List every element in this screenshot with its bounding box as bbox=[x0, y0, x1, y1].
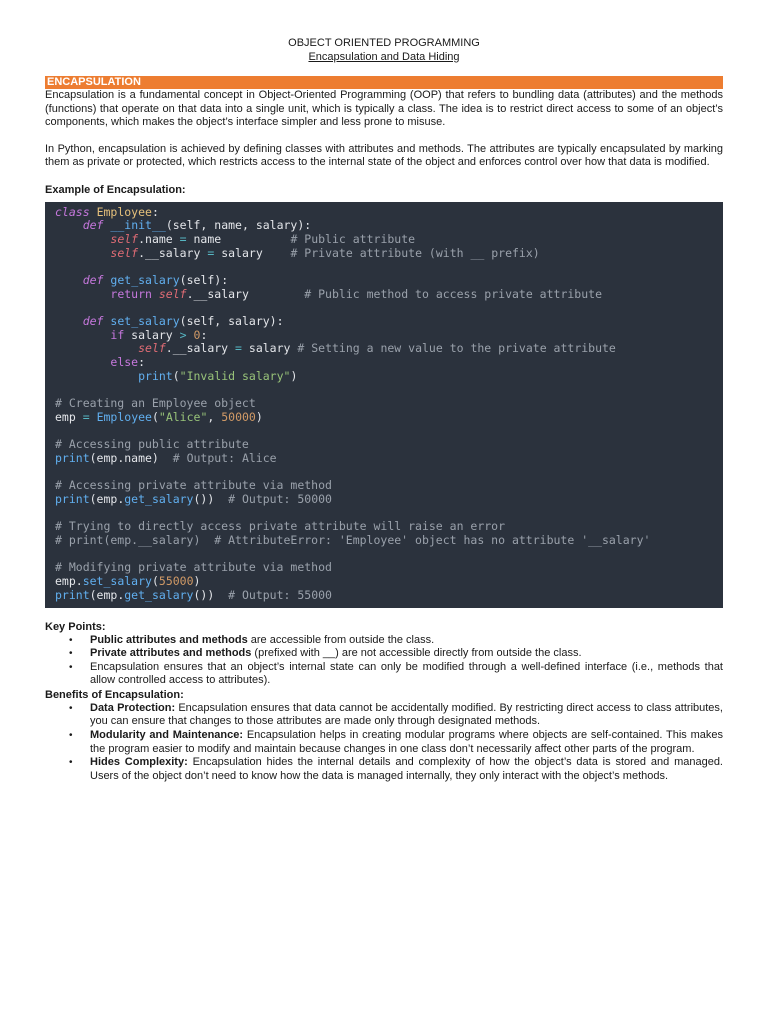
code-line: def set_salary(self, salary): bbox=[82, 314, 284, 328]
code-line: return self.__salary # Public method to access private attribute bbox=[110, 286, 602, 301]
item-text: (prefixed with __) are not accessible directly from outside the class. bbox=[251, 647, 582, 660]
benefits-label: Benefits of Encapsulation: bbox=[45, 688, 184, 701]
list-item bbox=[45, 661, 723, 688]
bullet-icon: • bbox=[69, 661, 73, 673]
code-line: # Creating an Employee object bbox=[55, 396, 256, 411]
code-line: # Trying to directly access private attribute will raise an error bbox=[55, 519, 506, 534]
bullet-icon: • bbox=[69, 757, 73, 769]
item-bold: Public attributes and methods bbox=[90, 633, 248, 646]
code-line bbox=[55, 301, 713, 315]
code-line: def get_salary(self): bbox=[82, 272, 229, 287]
code-line: self.__salary = salary # Setting a new value to the private attribute bbox=[138, 341, 616, 356]
list-item bbox=[45, 729, 723, 756]
benefits-list bbox=[45, 702, 723, 784]
list-item bbox=[45, 634, 723, 648]
code-block bbox=[45, 202, 723, 608]
section-heading: ENCAPSULATION bbox=[45, 76, 723, 89]
code-line bbox=[55, 425, 713, 439]
item-text: are accessible from outside the class. bbox=[247, 633, 435, 646]
document-title: OBJECT ORIENTED PROGRAMMING bbox=[288, 37, 480, 49]
bullet-icon: • bbox=[69, 648, 73, 660]
code-line bbox=[55, 548, 713, 562]
document-page bbox=[45, 36, 723, 783]
key-points-list bbox=[45, 634, 723, 688]
list-item bbox=[45, 756, 723, 783]
code-line: print(emp.get_salary()) # Output: 55000 bbox=[55, 587, 332, 602]
bullet-icon: • bbox=[69, 702, 73, 714]
item-bold: Modularity and Maintenance: bbox=[90, 729, 244, 742]
bullet-icon: • bbox=[69, 730, 73, 742]
python-paragraph: In Python, encapsulation is achieved by defining classes with attributes and methods. The attributes are typically encapsulated by marking them as private or protected, which restricts access to the internal state of the object and enforces control over how that data is modified. bbox=[45, 142, 723, 168]
code-line bbox=[55, 383, 713, 397]
code-line bbox=[55, 260, 713, 274]
code-line: emp = Employee("Alice", 50000) bbox=[55, 409, 263, 424]
list-item bbox=[45, 647, 723, 661]
code-line: # print(emp.__salary) # AttributeError: 'Employee' object has no attribute '__salary' bbox=[55, 533, 651, 547]
code-line: # Accessing public attribute bbox=[55, 437, 249, 452]
key-points-label: Key Points: bbox=[45, 620, 106, 633]
item-text: Encapsulation helps in creating modular programs where objects are self-contained. This makes the program easier to modify and maintain because changes in one class don’t necessarily affect other parts of the program. bbox=[90, 729, 723, 755]
document-subtitle: Encapsulation and Data Hiding bbox=[308, 51, 460, 63]
item-text: Encapsulation hides the internal details and complexity of how the object’s data is stored and managed. Users of the object don’t need to know how the data is managed internally, they only interact with the object’s methods. bbox=[90, 756, 723, 782]
example-label: Example of Encapsulation: bbox=[45, 183, 186, 196]
code-line: self.name = name # Public attribute bbox=[110, 231, 416, 246]
code-line: emp.set_salary(55000) bbox=[55, 574, 201, 589]
code-line: class Employee: bbox=[55, 204, 159, 219]
item-bold: Data Protection: bbox=[90, 701, 176, 714]
code-line: if salary > 0: bbox=[110, 327, 208, 342]
code-line: self.__salary = salary # Private attribute (with __ prefix) bbox=[110, 245, 540, 260]
item-text: Encapsulation ensures that data cannot be accidentally modified. By restricting direct access to class attributes, you can ensure that changes to those attributes are made only through designated methods. bbox=[90, 701, 723, 728]
code-line: print("Invalid salary") bbox=[138, 368, 298, 383]
code-line bbox=[55, 507, 713, 521]
code-line: print(emp.name) # Output: Alice bbox=[55, 450, 277, 465]
intro-paragraph: Encapsulation is a fundamental concept in Object-Oriented Programming (OOP) that refers to bundling data (attributes) and the methods (functions) that operate on that data into a single unit, which is typically a class. The idea is to restrict direct access to some of an object’s components, which makes the object’s interface simpler and less prone to misuse. bbox=[45, 89, 723, 128]
bullet-icon: • bbox=[69, 634, 73, 646]
item-bold: Private attributes and methods bbox=[90, 647, 252, 660]
code-line: # Accessing private attribute via method bbox=[55, 478, 332, 493]
item-text: Encapsulation ensures that an object’s internal state can only be modified through a well-defined interface (i.e., methods that allow controlled access to attributes). bbox=[90, 660, 723, 687]
code-line: else: bbox=[110, 355, 146, 370]
code-line bbox=[55, 466, 713, 480]
list-item bbox=[45, 702, 723, 729]
item-bold: Hides Complexity: bbox=[90, 756, 188, 769]
code-line: # Modifying private attribute via method bbox=[55, 560, 332, 575]
code-line: def __init__(self, name, salary): bbox=[82, 218, 312, 233]
code-line: print(emp.get_salary()) # Output: 50000 bbox=[55, 491, 332, 506]
